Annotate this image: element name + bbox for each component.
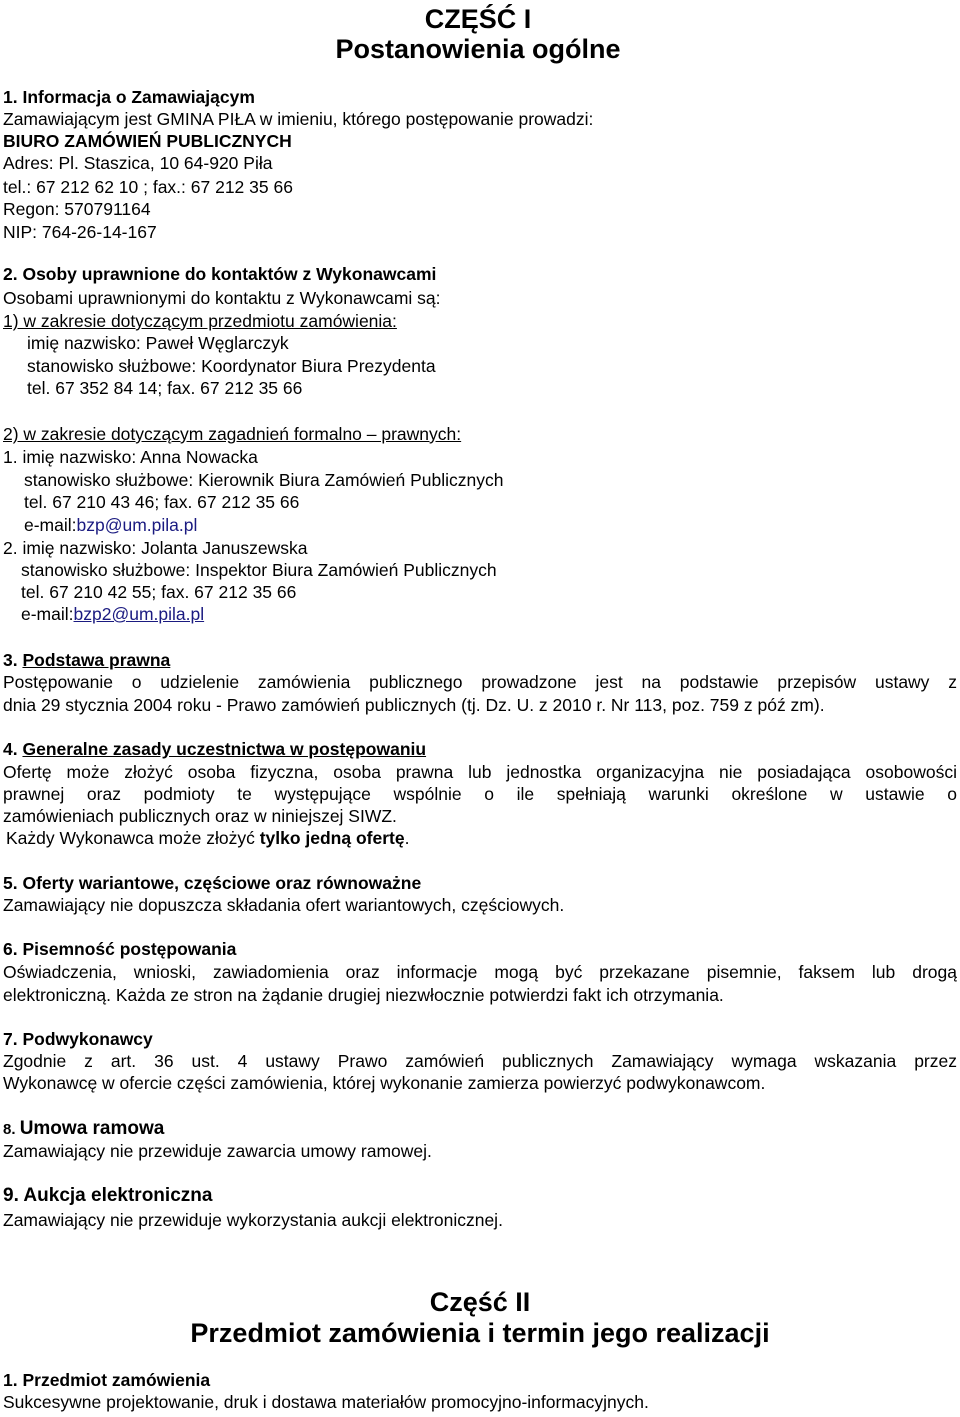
contact-email-row: [24, 514, 197, 536]
section3-text: Postępowanie o udzielenie zamówienia publicznego prowadzone jest na podstawie przepisów ustawy z: [3, 672, 957, 692]
section8-text: Zamawiający nie przewiduje zawarcia umowy ramowej.: [3, 1141, 432, 1161]
part2-section1-heading: 1. Przedmiot zamówienia: [3, 1370, 211, 1390]
section7-heading: 7. Podwykonawcy: [3, 1029, 153, 1049]
section7-text: Zgodnie z art. 36 ust. 4 ustawy Prawo zamówień publicznych Zamawiający wymaga wskazania przez: [3, 1051, 957, 1071]
section8-number: 8.: [3, 1121, 20, 1138]
section8-heading: [3, 1117, 164, 1141]
section2-heading: 2. Osoby uprawnione do kontaktów z Wykonawcami: [3, 264, 437, 284]
contact-email-row: [21, 603, 204, 625]
section1-line: Regon: 570791164: [3, 199, 151, 219]
part1-heading-line2: Postanowienia ogólne: [335, 34, 621, 64]
section3-text: dnia 29 stycznia 2004 roku - Prawo zamówień publicznych (tj. Dz. U. z 2010 r. Nr 113, poz. 759 z póź zm).: [3, 695, 825, 715]
section9-text: Zamawiający nie przewiduje wykorzystania aukcji elektronicznej.: [3, 1210, 503, 1230]
section4-text: prawnej oraz podmioty te występujące wspólnie o ile spełniają warunki określone w ustawie o: [3, 784, 957, 804]
section4-text: [6, 827, 409, 849]
contact-name: imię nazwisko: Paweł Węglarczyk: [27, 333, 289, 353]
section2-subheading-2: 2) w zakresie dotyczącym zagadnień formalno – prawnych:: [3, 424, 462, 444]
section1-line: Zamawiającym jest GMINA PIŁA w imieniu, którego postępowanie prowadzi:: [3, 109, 594, 129]
section4-title: Generalne zasady uczestnictwa w postępowaniu: [22, 739, 427, 759]
contact-phone: tel. 67 210 43 46; fax. 67 212 35 66: [24, 492, 300, 512]
contact-phone: tel. 67 210 42 55; fax. 67 212 35 66: [21, 582, 297, 602]
section1-heading: 1. Informacja o Zamawiającym: [3, 87, 255, 107]
part1-heading-line1: CZĘŚĆ I: [424, 4, 532, 34]
email-link[interactable]: bzp@um.pila.pl: [76, 515, 198, 535]
email-link[interactable]: bzp2@um.pila.pl: [73, 604, 205, 624]
section2-intro: Osobami uprawnionymi do kontaktu z Wykonawcami są:: [3, 288, 441, 308]
part2-heading-line1: Część II: [429, 1287, 531, 1317]
section4-text-part: .: [404, 828, 410, 848]
contact-position: stanowisko służbowe: Inspektor Biura Zamówień Publicznych: [21, 560, 497, 580]
section6-heading: 6. Pisemność postępowania: [3, 939, 237, 959]
section4-text: zamówieniach publicznych oraz w niniejszej SIWZ.: [3, 806, 397, 826]
email-label: e-mail:: [24, 515, 77, 535]
section1-line: Adres: Pl. Staszica, 10 64-920 Piła: [3, 153, 273, 173]
section6-text: Oświadczenia, wnioski, zawiadomienia oraz informacje mogą być przekazane pisemnie, faksem lub drogą: [3, 962, 957, 982]
contact-position: stanowisko służbowe: Kierownik Biura Zamówień Publicznych: [24, 470, 504, 490]
section9-heading: 9. Aukcja elektroniczna: [3, 1185, 213, 1206]
section5-text: Zamawiający nie dopuszcza składania ofert wariantowych, częściowych.: [3, 895, 565, 915]
contact-name: 1. imię nazwisko: Anna Nowacka: [3, 447, 258, 467]
section4-text-part: Każdy Wykonawca może złożyć: [6, 828, 260, 848]
contact-name: 2. imię nazwisko: Jolanta Januszewska: [3, 538, 308, 558]
section3-title: Podstawa prawna: [22, 650, 171, 670]
section7-text: Wykonawcę w ofercie części zamówienia, której wykonanie zamierza powierzyć podwykonawcom.: [3, 1073, 766, 1093]
section4-emphasis: tylko jedną ofertę: [259, 828, 405, 848]
section4-heading: [3, 738, 426, 760]
section3-number: 3.: [3, 650, 23, 670]
section6-text: elektroniczną. Każda ze stron na żądanie drugiej niezwłocznie potwierdzi fakt ich otrzymania.: [3, 985, 724, 1005]
contact-phone: tel. 67 352 84 14; fax. 67 212 35 66: [27, 378, 303, 398]
part2-section1-text: Sukcesywne projektowanie, druk i dostawa materiałów promocyjno-informacyjnych.: [3, 1392, 649, 1412]
section1-line: NIP: 764-26-14-167: [3, 222, 157, 242]
section8-title: Umowa ramowa: [19, 1118, 165, 1139]
section4-number: 4.: [3, 739, 23, 759]
section4-text: Ofertę może złożyć osoba fizyczna, osoba prawna lub jednostka organizacyjna nie posiadająca osobowości: [3, 762, 957, 782]
section1-line: BIURO ZAMÓWIEŃ PUBLICZNYCH: [3, 131, 292, 151]
part1-heading: [328, 4, 628, 64]
section1-line: tel.: 67 212 62 10 ; fax.: 67 212 35 66: [3, 177, 293, 197]
section5-heading: 5. Oferty wariantowe, częściowe oraz równoważne: [3, 873, 422, 893]
email-label: e-mail:: [21, 604, 74, 624]
contact-position: stanowisko służbowe: Koordynator Biura Prezydenta: [27, 356, 436, 376]
section3-heading: [3, 649, 170, 671]
part2-heading-line2: Przedmiot zamówienia i termin jego realizacji: [190, 1318, 770, 1348]
section2-subheading-1: 1) w zakresie dotyczącym przedmiotu zamówienia:: [3, 311, 397, 331]
